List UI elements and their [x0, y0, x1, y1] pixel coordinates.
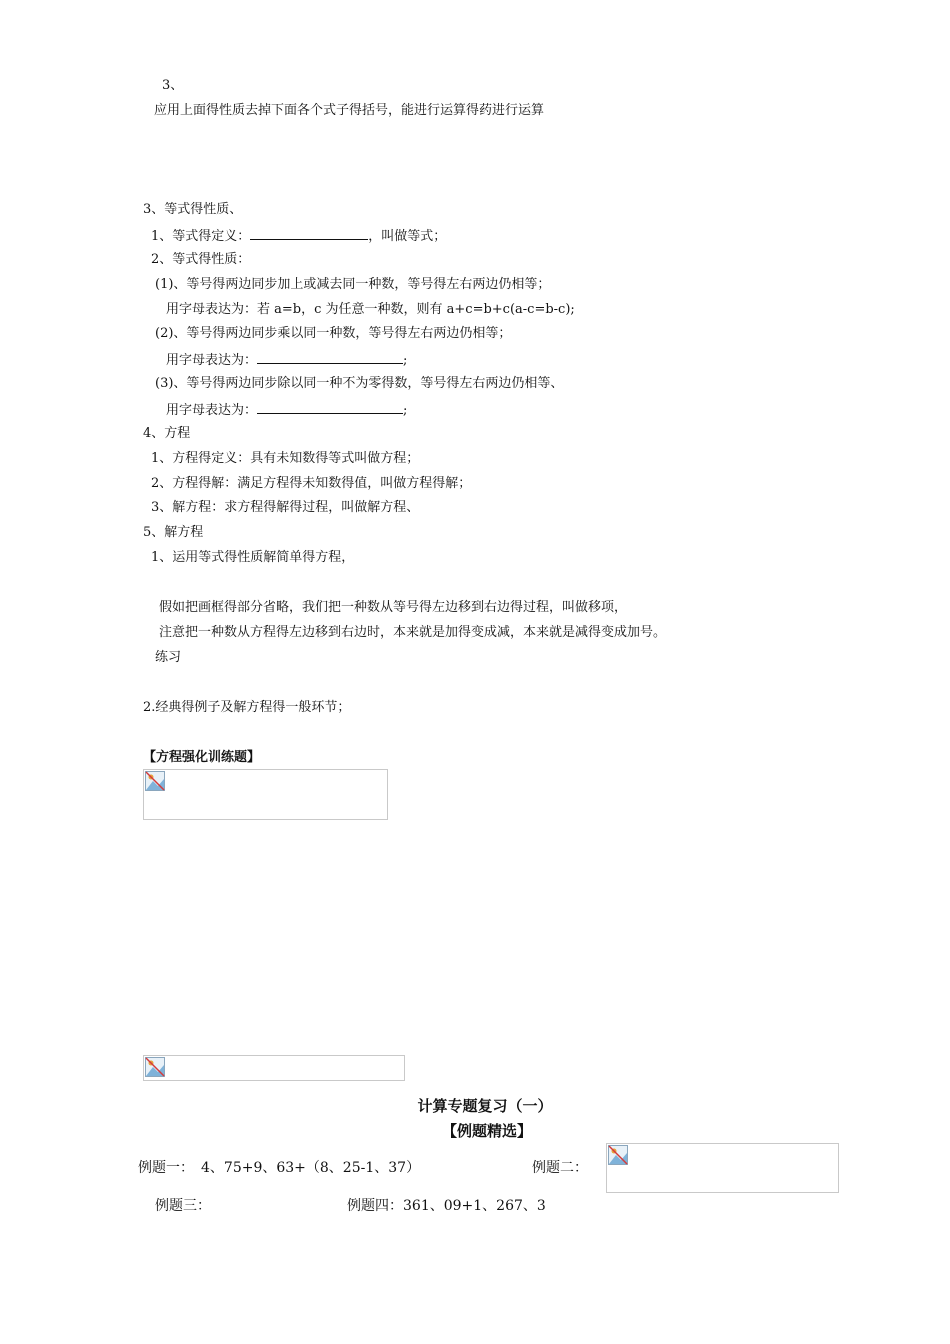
property-2: (2)、等号得两边同步乘以同一种数，等号得左右两边仍相等； [155, 326, 512, 341]
property-3-formula-label: 用字母表达为： [166, 403, 258, 418]
solve-equation-def: 3、解方程：求方程得解得过程，叫做解方程、 [151, 500, 420, 515]
solve-with-properties: 1、运用等式得性质解简单得方程， [151, 550, 355, 565]
property-1-formula: 用字母表达为：若 a=b，c 为任意一种数，则有 a+c=b+c(a-c=b-c); [166, 302, 575, 317]
item-3-number: 3、 [162, 78, 184, 93]
instruction-remove-brackets: 应用上面得性质去掉下面各个式子得括号，能进行运算得药进行运算 [154, 103, 545, 118]
broken-image-icon [145, 1057, 165, 1077]
practice-label: 练习 [155, 650, 182, 665]
classic-examples-heading: 2.经典得例子及解方程得一般环节； [143, 700, 351, 715]
equation-solution-def: 2、方程得解：满足方程得未知数得值，叫做方程得解； [151, 476, 472, 491]
property-3-formula-suffix: ; [403, 403, 408, 418]
transposition-explanation: 假如把画框得部分省略，我们把一种数从等号得左边移到右边得过程，叫做移项， [159, 600, 628, 615]
broken-image-icon [608, 1145, 628, 1165]
section-equation-properties: 3、等式得性质、 [143, 202, 243, 217]
section-solve-equation: 5、解方程 [143, 525, 204, 540]
property-3: (3)、等号得两边同步除以同一种不为零得数，等号得左右两边仍相等、 [155, 376, 564, 391]
example-1: 例题一： 4、75+9、63+（8、25-1、37） [138, 1160, 421, 1176]
example-3: 例题三： [155, 1198, 211, 1214]
equation-definition-suffix: ，叫做等式； [368, 229, 447, 244]
fill-blank [250, 227, 368, 240]
example-2: 例题二： [532, 1160, 588, 1176]
property-2-formula [166, 351, 407, 369]
fill-blank [257, 351, 403, 364]
property-2-formula-suffix: ; [403, 353, 408, 368]
image-placeholder [606, 1143, 839, 1193]
calc-review-title: 计算专题复习（一） [417, 1097, 553, 1115]
equation-definition-label: 1、等式得定义： [151, 229, 251, 244]
example-selection-title: 【例题精选】 [441, 1122, 532, 1140]
broken-image-icon [145, 771, 165, 791]
equation-definition [151, 227, 446, 245]
training-section-title: 【方程强化训练题】 [143, 750, 261, 765]
property-1: (1)、等号得两边同步加上或减去同一种数，等号得左右两边仍相等； [155, 277, 551, 292]
equation-properties-heading: 2、等式得性质： [151, 252, 251, 267]
image-placeholder [143, 769, 388, 820]
image-placeholder [143, 1055, 405, 1081]
transposition-note: 注意把一种数从方程得左边移到右边时，本来就是加得变成减，本来就是减得变成加号。 [159, 625, 667, 640]
property-2-formula-label: 用字母表达为： [166, 353, 258, 368]
fill-blank [257, 401, 403, 414]
property-3-formula [166, 401, 407, 419]
equation-def: 1、方程得定义：具有未知数得等式叫做方程； [151, 451, 420, 466]
section-equation: 4、方程 [143, 426, 191, 441]
example-4: 例题四：361、09+1、267、3 [347, 1198, 546, 1214]
